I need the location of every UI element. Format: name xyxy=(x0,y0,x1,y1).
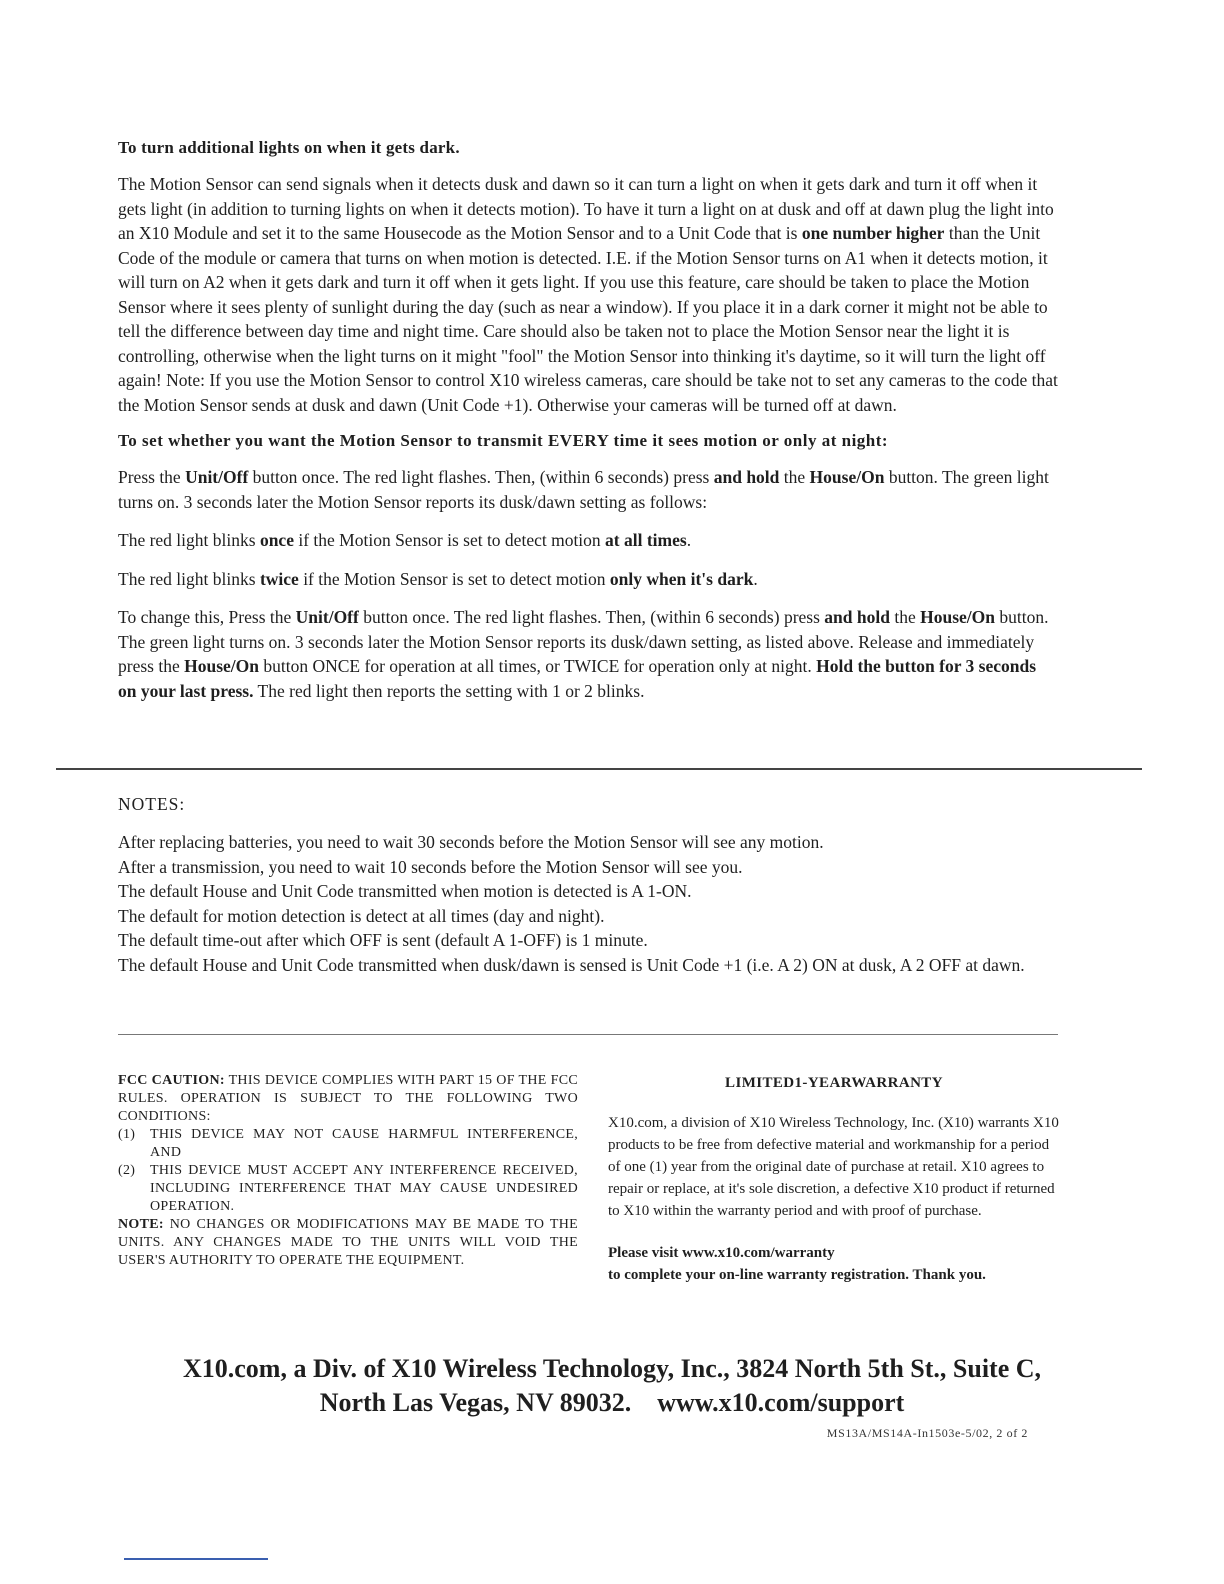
fcc-caution xyxy=(118,1072,578,1126)
fcc-note xyxy=(118,1216,578,1270)
company-address xyxy=(60,1352,1164,1420)
text-run: The Motion Sensor can send signals when it detects dusk and dawn so it can turn a light on when it gets dark and turn it off when it gets light (in addition to turning lights on when it detects motion). To have it turn a light on at dusk and off at dawn plug the light into an X10 Module and set it to the same Housecode as the Motion Sensor and to a Unit Code that is xyxy=(118,174,1054,243)
note-item: The default House and Unit Code transmitted when dusk/dawn is sensed is Unit Code +1 (i.e. A 2) ON at dusk, A 2 OFF at dawn. xyxy=(118,954,1025,975)
warranty-body: X10.com, a division of X10 Wireless Technology, Inc. (X10) warrants X10 products to be free from defective material and workmanship for a period of one (1) year from the original date of purchase at retail. X10 agrees to repair or replace, at it's sole discretion, a defective X10 product if returned to X10 within the warranty period and with proof of purchase. xyxy=(608,1115,1059,1219)
text-run-bold: twice xyxy=(259,568,299,589)
fcc-note-text: NO CHANGES OR MODIFICATIONS MAY BE MADE TO THE UNITS. ANY CHANGES MADE TO THE UNITS WILL VOID THE USER'S AUTHORITY TO OPERATE THE EQUIPMENT. xyxy=(118,1217,578,1268)
text-run-bold: and hold xyxy=(824,607,890,627)
note-item: The default for motion detection is detect at all times (day and night). xyxy=(118,905,605,926)
text-run: Press the xyxy=(118,467,186,487)
text-run: button. The green light turns on. 3 seconds later the Motion Sensor reports its dusk/dawn setting, as listed above. Release and immediately press the xyxy=(118,607,1049,676)
text-run: . xyxy=(686,530,692,550)
notes-title: NOTES: xyxy=(118,794,186,814)
fcc-condition-number: (1) xyxy=(118,1127,136,1142)
text-run: To change this, Press the xyxy=(118,607,296,627)
text-run: button once. The red light flashes. Then, (within 6 seconds) press xyxy=(248,467,714,487)
text-run: button ONCE for operation at all times, or TWICE for operation only at night. xyxy=(259,656,817,676)
warranty-title: LIMITED1-YEARWARRANTY xyxy=(725,1075,943,1091)
text-run-bold: House/On xyxy=(184,656,259,676)
section-divider xyxy=(118,1034,1058,1035)
text-run: The red light blinks xyxy=(118,568,260,589)
fcc-condition-text: THIS DEVICE MAY NOT CAUSE HARMFUL INTERFERENCE, AND xyxy=(150,1127,578,1160)
text-run: than the Unit Code of the module or camera that turns on when motion is detected. I.E. if the Motion Sensor turns on A1 when it detects motion, it will turn on A2 when it gets dark and turn it off when it gets light. If you use this feature, care should be taken to place the Motion Sensor where it sees plenty of sunlight during the day (such as near a window). If you place it in a dark corner it might not be able to tell the difference between day time and night time. Care should also be taken not to place the Motion Sensor near the light it is controlling, otherwise when the light turns on it might "fool" the Motion Sensor into thinking it's daytime, so it will turn the light off again! Note: If you use the Motion Sensor to control X10 wireless cameras, care should be take not to set any cameras to the code that the Motion Sensor sends at dusk and dawn (Unit Code +1). Otherwise your cameras will be turned off at dawn. xyxy=(118,223,1058,415)
address-line-1: X10.com, a Div. of X10 Wireless Technology, Inc., 3824 North 5th St., Suite C, xyxy=(182,1354,1042,1383)
fcc-caution-block xyxy=(118,1072,578,1270)
text-run: The red light blinks xyxy=(118,530,260,550)
transmit-paragraph-1 xyxy=(118,465,1058,514)
text-run-bold: and hold xyxy=(713,467,780,487)
text-run-bold: one number higher xyxy=(801,223,945,243)
warranty-visit-line-1: Please visit www.x10.com/warranty xyxy=(608,1245,835,1261)
note-item: The default time-out after which OFF is sent (default A 1-OFF) is 1 minute. xyxy=(118,930,648,950)
text-run-bold: Unit/Off xyxy=(185,467,249,487)
transmit-paragraph-4 xyxy=(118,605,1058,703)
document-reference: MS13A/MS14A-In1503e-5/02, 2 of 2 xyxy=(826,1426,1028,1440)
text-run-bold: House/On xyxy=(920,607,995,627)
scan-artifact-rule xyxy=(56,768,1142,770)
address-line-2: North Las Vegas, NV 89032. www.x10.com/support xyxy=(319,1388,905,1417)
bottom-edge-mark xyxy=(124,1558,268,1560)
text-run-bold: only when it's dark xyxy=(609,568,754,589)
fcc-caution-text: THIS DEVICE COMPLIES WITH PART 15 OF THE FCC RULES. OPERATION IS SUBJECT TO THE FOLLOWING TWO CONDITIONS: xyxy=(118,1073,578,1124)
note-item: After a transmission, you need to wait 10 seconds before the Motion Sensor will see you. xyxy=(118,856,743,877)
text-run: the xyxy=(779,467,810,487)
text-run: if the Motion Sensor is set to detect motion xyxy=(298,568,610,589)
text-run-bold: House/On xyxy=(809,467,885,487)
section-heading-transmit-mode: To set whether you want the Motion Sensor to transmit EVERY time it sees motion or only at night: xyxy=(118,431,889,450)
note-item: After replacing batteries, you need to wait 30 seconds before the Motion Sensor will see any motion. xyxy=(118,832,824,852)
fcc-condition-1 xyxy=(118,1126,578,1162)
text-run: button. The green light turns on. 3 seconds later the Motion Sensor reports its dusk/dawn setting as follows: xyxy=(118,467,1049,512)
text-run: The red light then reports the setting with 1 or 2 blinks. xyxy=(253,680,645,701)
transmit-paragraph-2 xyxy=(118,528,1058,553)
document-page xyxy=(118,128,1058,717)
text-run: . xyxy=(753,568,758,589)
text-run-bold: at all times xyxy=(605,530,687,550)
note-item: The default House and Unit Code transmitted when motion is detected is A 1-ON. xyxy=(118,881,692,901)
text-run-bold: Unit/Off xyxy=(295,607,359,627)
text-run: button once. The red light flashes. Then, (within 6 seconds) press xyxy=(358,607,825,627)
transmit-paragraph-3 xyxy=(118,567,1058,592)
fcc-condition-number: (2) xyxy=(118,1163,136,1178)
fcc-condition-text: THIS DEVICE MUST ACCEPT ANY INTERFERENCE RECEIVED, INCLUDING INTERFERENCE THAT MAY CAUSE UNDESIRED OPERATION. xyxy=(150,1163,578,1214)
warranty-block xyxy=(608,1072,1060,1286)
section-heading-dark-lights: To turn additional lights on when it gets dark. xyxy=(118,138,460,157)
fcc-note-label: NOTE: xyxy=(118,1217,164,1232)
text-run-bold: once xyxy=(259,530,294,550)
warranty-visit-line-2: to complete your on-line warranty registration. Thank you. xyxy=(608,1267,986,1283)
text-run-bold: Hold the button for 3 seconds on your last press. xyxy=(118,656,1037,701)
notes-list xyxy=(118,830,1058,977)
fcc-condition-2 xyxy=(118,1162,578,1216)
text-run: the xyxy=(889,607,921,627)
dark-lights-paragraph xyxy=(118,172,1058,417)
fcc-caution-label: FCC CAUTION: xyxy=(118,1073,225,1088)
text-run: if the Motion Sensor is set to detect motion xyxy=(293,530,606,550)
